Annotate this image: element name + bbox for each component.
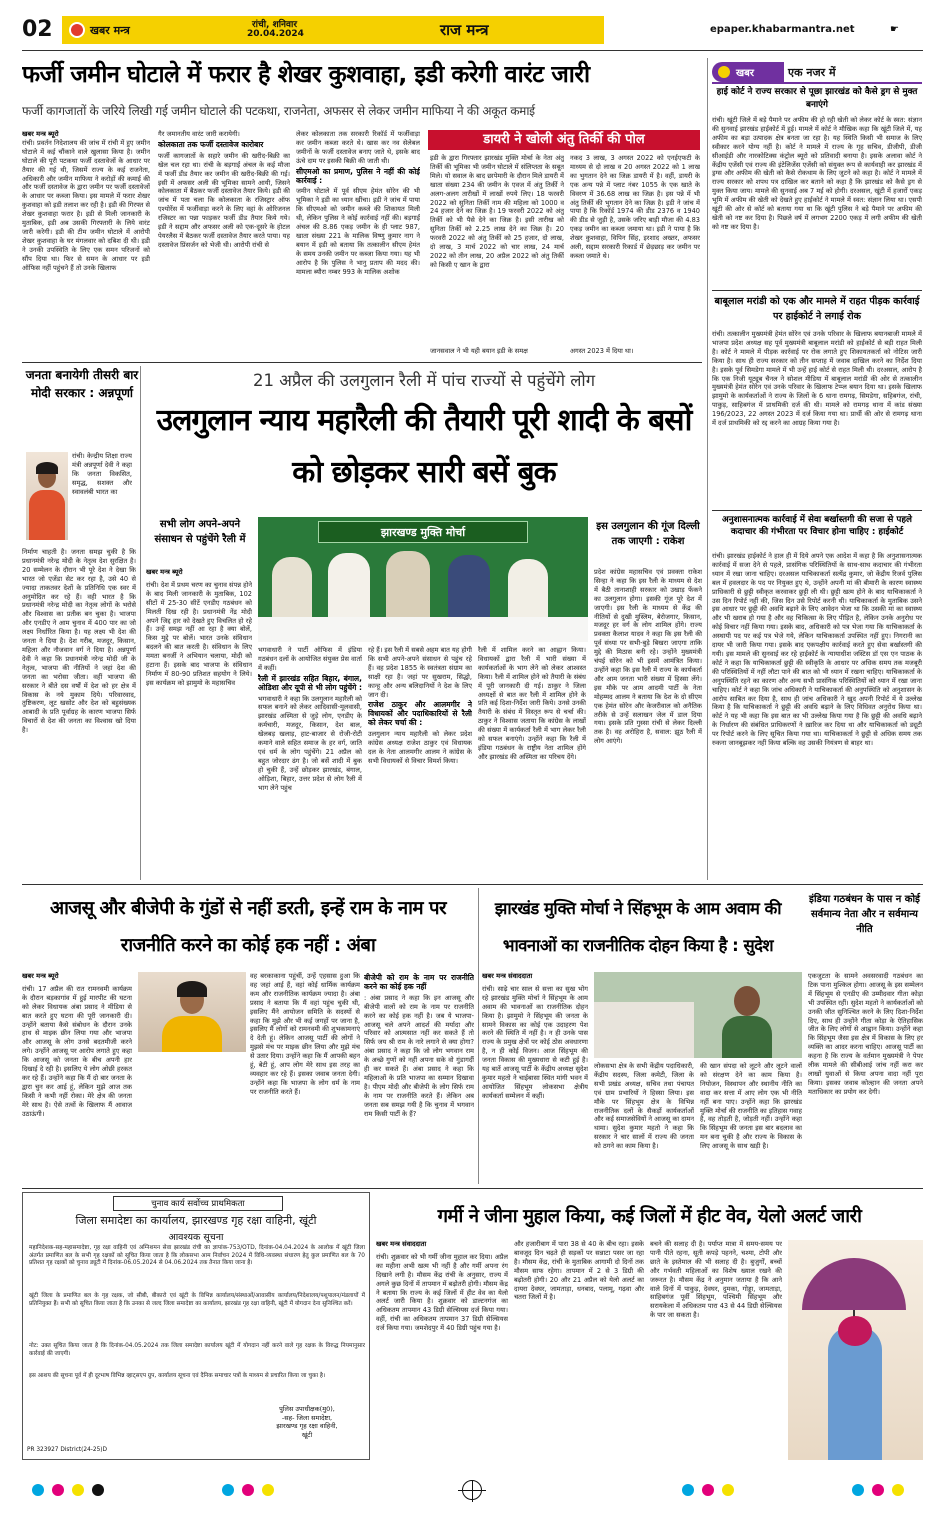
diary-box-foot1: जानसवाल ने भी यही बयान इडी के समक्ष — [430, 347, 528, 355]
story3-headline: अनुशासनात्मक कार्रवाई में सेवा बर्खास्तगी की सजा से पहले कदाचार की गंभीरता पर विचार होना चाहिए : हाईकोर्ट — [722, 515, 912, 537]
rally-col3 — [368, 646, 472, 878]
rally-col2-subhead: रैली में झारखंड सहित बिहार, बंगाल, ओडिशा और यूपी से भी लोग पहुंचेंगे : — [258, 673, 362, 692]
ajsu-byline: खबर मन्त्र ब्यूरो — [22, 972, 59, 980]
ajsu-col1 — [22, 972, 132, 1182]
lower-divider — [22, 1188, 923, 1189]
tag-title: एक नजर में — [788, 66, 836, 79]
ajsu-headline: आजसू और बीजेपी के गुंडों से नहीं डरती, इन्हें राम के नाम पर राजनीति करने का कोई हक नहीं : अंबा — [49, 898, 447, 956]
heat-col2: और हजारीबाग में पारा 38 से 40 के बीच रहा। इसके बावजूद दिन चढ़ते ही सड़कों पर सन्नाटा पसर जा रहा है। मौसम केंद्र, रांची के मुताबिक आगामी दो दिनों तक मौसम साफ रहेगा। तापमान में 2 से 3 डिग्री की बढ़ोतरी होगी। 20 और 21 अप्रैल को येलो अलर्ट का दायरा देवघर, जामताड़ा, धनबाद, पलामू, गढ़वा और चतरा जिलों में है। — [514, 1240, 644, 1302]
lead-byline: खबर मन्त्र ब्यूरो — [22, 130, 59, 138]
ajsu-col3 — [364, 972, 474, 1182]
ajsu-col3-head: बीजेपी को राम के नाम पर राजनीति करने का कोई हक नहीं — [364, 973, 474, 991]
sudesh-byline: खबर मन्त्र संवाददाता — [482, 972, 533, 980]
rally-col3-text: रहे हैं। इस रैली में सबसे अहम बात यह होगी कि सभी अपने-अपने संसाधन से पहुंच रहे हैं। वह प्रदेश 1855 के स्वतंत्रता संग्राम का साक्षी रहा है। जहां पर सुखराम, सिद्धो, कान्हू और अन्य बलिदानियों ने देश के लिए जान दी। — [368, 646, 472, 699]
lead-col3-text: लेकर कोलकाता तक सरकारी रिकॉर्ड में फर्जीवाड़ा कर जमीन कब्जा करते थे। खास कर नव सेलेबल जमीनों के फर्जी दस्तावेज बनाए जाते थे, इसके बाद ऊंचे दाम पर इसकी बिक्री की जाती थी। — [296, 130, 420, 165]
notice-sign3: झारखण्ड गृह रक्षा वाहिनी, — [276, 1422, 338, 1430]
rally-col2 — [258, 646, 362, 878]
tag-underline — [712, 82, 922, 84]
brand-name: खबर मन्त्र — [90, 24, 130, 37]
rakesh-headline: इस उलगुलान की गूंज दिल्ली तक जाएगी : राकेश — [596, 521, 700, 547]
annapurna-caption: रांची। केन्द्रीय शिक्षा राज्य मंत्री अन्नपूर्णा देवी ने कहा कि जनता विकसित, समृद्ध, सशक्त और स्वावलंबी भारत का — [72, 452, 132, 496]
reg-dot-cyan — [32, 1484, 44, 1496]
heat-col1-text: रांची। शुक्रवार को भी गर्मी जीना मुहाल कर दिया। अप्रैल का महीना अभी खत्म भी नहीं है और गर्मी अपना रंग दिखाने लगी है। मौसम केंद्र रांची के अनुसार, राज्य में अगले कुछ दिनों में तापमान में बढ़ोतरी होगी। मौसम केंद्र ने बताया कि राज्य के कई जिलों में हीट वेव का येलो अलर्ट जारी किया है। शुक्रवार को डाल्टनगंज का अधिकतम तापमान 43 डिग्री सेल्सियस दर्ज किया गया। वहीं, रांची का अधिकतम तापमान 37 डिग्री सेल्सियस दर्ज किया गया। जमशेदपुर में 40 डिग्री पहुंच गया है। — [376, 1252, 508, 1333]
annapurna-photo — [26, 452, 68, 540]
reg-dot-cyan-4 — [852, 1484, 864, 1496]
masthead — [22, 14, 923, 48]
umbrella-icon — [802, 1258, 906, 1310]
cursor-icon: ☛ — [890, 24, 899, 35]
rally-col2-text: भगवाधारी ने पार्टी ऑफिस में इंडिया गठबंधन दलों के आयोजित संयुक्त प्रेस वार्ता में कहीं। — [258, 646, 362, 672]
story1-divider — [712, 290, 922, 291]
rally-kicker: 21 अप्रैल की उलगुलान रैली में पांच राज्यों से पहुंचेंगे लोग — [252, 371, 595, 390]
story1-headline: हाई कोर्ट ने राज्य सरकार से पूछा झारखंड को कैसे ड्रग से मुक्त बनाएंगे — [716, 87, 918, 110]
notice-sign2: -सह- जिला समादेष्टा, — [281, 1413, 333, 1422]
epaper-url[interactable]: epaper.khabarmantra.net — [710, 24, 855, 35]
masthead-bar — [62, 16, 604, 44]
lead-deck: फर्जी कागजातों के जरिये लिखी गई जमीन घोटाले की पटकथा, राजनेता, अफसर से लेकर जमीन माफिया ने की अकूत कमाई — [22, 104, 535, 118]
notice-body3: नोट: उक्त सूचित किया जाता है कि दिनांक-04.05.2024 तक जिला समादेष्टा कार्यालय खूंटी में योगदान नहीं करने वाले गृह रक्षक के विरुद्ध नियमानुसार कार्रवाई की जाएगी। — [29, 1343, 365, 1357]
speaker-head — [734, 986, 760, 1016]
masthead-divider — [22, 50, 923, 51]
lead-col1 — [22, 130, 150, 358]
crosshair-v — [472, 1480, 473, 1502]
sudesh-col1 — [482, 972, 588, 1184]
reg-dot-cyan-3 — [682, 1484, 694, 1496]
jmm-banner — [318, 521, 528, 543]
heat-col1 — [376, 1240, 508, 1462]
portrait-hair — [36, 462, 58, 474]
rally-headline: उलगुलान न्याय महारैली की तैयारी पूरी शादी के बसों को छोड़कर सारी बसें बुक — [156, 403, 692, 490]
diary-box-col2: नकद 3 लाख, 3 अगस्त 2022 को एनईएफटी के माध्यम से दो लाख व 20 अगस्त 2022 को 1 लाख का भुगतान देने का जिक्र डायरी में है। वहीं, डायरी के एक अन्य पन्ने में प्लाट नंबर 1055 के एक खाते के विवरण में 36.68 लाख का जिक्र है। इस पन्ने में भी अंतु तिर्की की भुगतान देने का जिक्र है। इडी ने जांच में पाया है कि रिकॉर्ड 1974 की डीड 2376 व 1940 की डीड से जुड़ी है, उसके जरिए बाड़ी मौजा की 4.83 एकड़ जमीन का कब्जा जमाया था। इडी ने पाया है कि शेखर कुशवाहा, विपिन सिंह, इरशाद अख्तर, अफसर अली, सद्दाम सरकारी रिकार्ड में छेड़छाड़ कर जमीन पर कब्जा जमाते थे। — [570, 154, 700, 260]
reg-dot-yellow-2 — [262, 1484, 274, 1496]
reg-dot-black — [92, 1484, 104, 1496]
rally-sidehead: सभी लोग अपने-अपने संसाधन से पहुंचेंगे रैली में — [154, 519, 246, 545]
ajsu-col3-text: : अंबा प्रसाद ने कहा कि इन आजसू और बीजेपी वालों को राम के नाम पर राजनीति करने का कोई हक नहीं है। जब ये भाजपा-आजसू चले अपने आदर्श की मर्यादा और परिवार को आत्मसात नहीं कर सकते हैं तो सिर्फ जय श्री राम के नारे लगाने से क्या होगा? अंबा प्रसाद ने कहा कि जो लोग भगवान राम के अच्छे गुणों को नहीं अपना सके वो गुंडागर्दी ही कर सकते हैं। अंबा प्रसाद ने कहा कि महिलाओं के प्रति भाजपा का सम्मान दिखावा है। पीएम मोदी और बीजेपी के लोग सिर्फ राम के नाम पर राजनीति करते हैं। लेकिन अब जनता सब समझ गयी है कि चुनाव में भगवान राम किसी पार्टी के हैं? — [364, 993, 474, 1118]
lead-col2-text: फर्जी कागजातों के सहारे जमीन की खरीद-बिक्री का खेल चल रहा था। रांची के बड़गाईं अंचल के कई मौजा में फर्जी डीड तैयार कर जमीन की खरीद-बिक्री की गई। इसी में अफसर अली की भूमिका सामने आयी, जिसने कोलकाता में बैठकर फर्जी दस्तावेज तैयार किये। इडी की जांच में पता चला कि कोलकाता के रजिस्ट्रार ऑफ एश्योरेंस में फर्जीवाड़ा करने के लिए वहां के ओरिजनल रजिस्टर का पन्ना फाड़कर फर्जी डीड तैयार किये गये। इडी ने सद्दाम और अफसर अली को एक-दूसरे के होटल पेयरलैस में बैठकर फर्जी दस्तावेज तैयार करते पाया। यह दस्तावेज प्रिंसर्जन को भेजी थी। आरोपी रांची से — [158, 151, 290, 249]
lead-col2-subhead: कोलकाता तक फर्जी दस्तावेज कारोबार — [158, 139, 264, 149]
heat-byline: खबर मन्त्र संवाददाता — [376, 1240, 427, 1248]
amba-photo — [138, 972, 246, 1052]
column-divider — [707, 58, 708, 880]
portrait-saree — [29, 490, 65, 540]
tag-brand: खबर — [736, 68, 754, 79]
notice-body4: इस आशय की सूचना पूर्व में ही दूरभाष विभिन्न व्हाट्सएप ग्रुप, कार्यालय सूचना एवं दैनिक समाचार पत्रों के माध्यम से प्रचारित किया जा चुका है। — [29, 1373, 326, 1379]
sudesh-col2: लोकसभा क्षेत्र के सभी केंद्रीय पदाधिकारी, केंद्रीय सदस्य, जिला कमेटी, जिला के सभी प्रखंड अध्यक्ष, सचिव तथा पंचायत एवं ग्राम प्रभारियों ने हिस्सा लिया। इस मौके पर सिंहभूम क्षेत्र के विभिन्न राजनीतिक दलों के सैकड़ों कार्यकर्ताओं और कई समाजसेवियों ने आजसू का दामन थामा। सुदेश कुमार महतो ने कहा कि सरकार ने चार सालों में राज्य की जनता को ठगने का काम किया है। — [594, 1062, 694, 1151]
brand-logo-icon — [69, 22, 85, 38]
press-table — [258, 617, 588, 642]
sudesh-headline: झारखंड मुक्ति मोर्चा ने सिंहभूम के आम अवाम की भावनाओं का राजनीतिक दोहन किया है : सुदेश — [494, 899, 782, 955]
lead-col3-subhead: सीएमओ का प्रमाण, पुलिस ने नहीं की कोई कार्रवाई : — [296, 166, 420, 185]
ajsu-col1-text: रांची। 17 अप्रैल की रात रामनवमी कार्यक्रम के दौरान बड़कागांव में हुई मारपीट की घटना को लेकर विधायक अंबा प्रसाद ने मीडिया से बात करते हुए घटना की पूरी जानकारी दी। उन्होंने बताया कैसे संबोधन के दौरान उनके हाथ से माइक छीन लिया गया और भाजपा और आजसू के लोग उनसे बदतमीजी करने लगे। उन्होंने आजसू पर आरोप लगाते हुए कहा कि आजसू को जनता के बीच अपनी हार दिखाई दे रही है। इसलिए ये लोग ओछी हरकत कर रहे हैं। उन्होंने कहा कि मैं दो बार जनता के द्वारा चुन कर आई हूं, लेकिन मुझे आज तक किसी ने कभी नहीं रोका। मेरे क्षेत्र की जनता मेरे साथ है। ऐसे तत्वों के खिलाफ मैं आवाज उठाऊंगी। — [22, 984, 132, 1118]
notice-signature — [249, 1405, 365, 1439]
rally-byline: खबर मन्त्र ब्यूरो — [146, 568, 183, 576]
lead-bottom-divider — [22, 362, 702, 363]
notice-line3: आवश्यक सूचना — [168, 1232, 224, 1243]
jmm-banner-text: झारखण्ड मुक्ति मोर्चा — [380, 526, 466, 539]
sudesh-photo — [594, 972, 802, 1058]
diary-box-foot2: अगस्त 2023 में दिया था। — [570, 347, 634, 355]
sudesh-col3: की खान संपदा को लूटने और लूटने वालों को संरक्षण देने का काम किया है। नियोजन, विस्थापन और स्थानीय नीति का वादा कर सत्ता में आए लोग एक भी नीति नहीं बना पाए। उन्होंने कहा कि झारखंड मुक्ति मोर्चा की राजनीति का इतिहास गवाह है, वह तोड़ती है, जोड़ती नहीं। उन्होंने कहा कि सिंहभूम की जनता इस बार बदलाव का मन बना चुकी है और राज्य के विकास के लिए आजसू के साथ खड़ी है। — [700, 1062, 802, 1151]
reg-dot-magenta-3 — [702, 1484, 714, 1496]
rally-col3-subhead: राजेश ठाकुर और आलमगीर ने विधायकों और पदाधिकारियों से रैली को लेकर चर्चा की : — [368, 700, 472, 728]
reg-dot-yellow-3 — [722, 1484, 734, 1496]
rally-col1 — [146, 568, 252, 878]
heat-photo — [788, 1240, 923, 1460]
lead-col3 — [296, 130, 420, 358]
story2-body: रांची। तत्कालीन मुख्यमंत्री हेमंत सोरेन एवं उनके परिवार के खिलाफ बयानबाजी मामले में भाजपा प्रदेश अध्यक्ष सह पूर्व मुख्यमंत्री बाबूलाल मरांडी को हाईकोर्ट से बड़ी राहत मिली है। कोर्ट ने मामले में पीड़क कार्रवाई पर रोक लगाते हुए शिकायतकर्ता को नोटिस जारी किया है। साथ ही राज्य सरकार को तीन सप्ताह में जवाब दाखिल करने का निर्देश दिया है। इसके पूर्व सिमडेगा मामले में भी उन्हें हाई कोर्ट से राहत मिली थी। दरअसल, आरोप है कि एक निजी यूट्यूब चैनल ने सोशल मीडिया में बाबूलाल मरांडी की ओर से तत्कालीन मुख्यमंत्री हेमंत सोरेन एवं उनके परिवार के खिलाफ टेप्प्ल बयान दिया था। इसके खिलाफ झामुमो के कार्यकर्ताओं ने राज्य के जिलों के 6 थाना रामगढ़, सिमडेगा, सहिबगंज, रांची, पाकुड़, साहिबगंज में प्राथमिकी दर्ज की थी। मामले को रामगढ़ थाना में कांड संख्या 196/2023, 22 अगस्त 2023 में दर्ज किया गया था। प्रार्थी की ओर से रामगढ़ थाना में दर्ज प्राथमिकी को रद्द करने का आग्रह किया गया है। — [712, 330, 922, 428]
section-name: राज मन्त्र — [440, 21, 489, 39]
reg-dot-magenta — [52, 1484, 64, 1496]
side-divider — [140, 366, 141, 880]
heat-headline: गर्मी ने जीना मुहाल किया, कई जिलों में हीट वेव, येलो अलर्ट जारी — [437, 1206, 862, 1227]
notice-line1: चुनाव कार्य सर्वोच्च प्राथमिकता — [113, 1196, 283, 1211]
rally-col3b-text: उलगुलान न्याय महारैली को लेकर प्रदेश कांग्रेस अध्यक्ष राजेश ठाकुर एवं विधायक दल के नेता आलमगीर आलम ने कांग्रेस के सभी विधायकों से विचार विमर्श किया। — [368, 730, 472, 765]
rakesh-body: प्रदेश कांग्रेस महासचिव एवं प्रवक्ता राकेश सिन्हा ने कहा कि इस रैली के माध्यम से देश में बैठी तानाशाही सरकार को उखाड़ फेंकने का उलगुलान होगा। इसकी गूंज पूरे देश में जाएगी। इस रैली के माध्यम से केंद्र की नीतियों से दुखी मुस्लिम, बेरोजगार, किसान, मजदूर हर वर्ग के लोग शामिल होंगे। राज्य प्रवक्ता कैलाश यादव ने कहा कि इस रैली की पूर्व संध्या पर सभी-बुड़े बिखरा जाएगा ताकि मुद्दे की मिठास बनी रहे। उन्होंने मुख्यमंत्री चंपई सोरेन को भी इसमें आमंत्रित किया। उन्होंने कहा कि इस रैली में राज्य के कार्यकर्ता और आम जनता भारी संख्या में हिस्सा लेंगे। इस मौके पर आम आदमी पार्टी के नेता मोहम्मद आलम ने बताया कि देश के दो सीएम एक हेमंत सोरेन और केजरीवाल को अनैतिक तरीके से उन्हें सलाखन जेल में डाल दिया गया। इसके प्रति गुस्सा रांची से लेकर दिल्ली तक है। वह अरोहिरा है, सवाल: झूठ रैली में लोग आएंगे। — [594, 568, 702, 746]
story3-body: रांची। झारखंड हाईकोर्ट ने हाल ही में दिये अपने एक आदेश में कहा है कि अनुशासनात्मक कार्रवाई में सजा देने से पहले, प्रासंगिक परिस्थितियों के साथ-साथ कदाचार की गंभीरता ध्यान में रखा जाना चाहिए। दरअसल याचिकाकर्ता सत्येंद्र कुमार, जो केंद्रीय रिजर्व पुलिस बल में हवलदार के पद पर नियुक्त हुए थे, उन्होंने अपनी मां की बीमारी के कारण स्वास्थ्य प्राधिकारी से छुट्टी स्वीकृत करवाकर छुट्टी ली थी। छुट्टी खत्म होने के बाद याचिकाकर्ता ने उस दिन रिपोर्ट नहीं की, जिस दिन उसे रिपोर्ट करनी थी। याचिकाकर्ता के मुताबिक उसने इस आधार पर छुट्टी की अवधि बढ़ाने के लिए आवेदन भेजा था कि उसकी मां का स्वास्थ्य और भी खराब हो गया है और वह चिकित्सा के लिए पीड़ित है, लेकिन उनके अनुरोध पर कोई विचार नहीं किया गया। इसके बाद, अधिकारी को पत्र भेजा गया कि याचिकाकर्ता के अस्थायी पद पर कई पत्र भेजे गये, लेकिन याचिकाकर्ता उपस्थित नहीं हुए। निगरानी का दायर भी जारी किया गया। इसके बाद एकपक्षीय कार्रवाई करते हुए सेवा बर्खास्तगी की गयी। इस मामले की सुनवाई कर रहे हाईकोर्ट के न्यायाधीश जस्टिस डॉ एस एन पाठक के कोर्ट ने कहा कि याचिकाकर्ता छुट्टी की स्वीकृति के आधार पर अधिक समय तक मजबूरी की परिस्थितियों में नहीं लौटा पाने की बात को भी ध्यान में रखना चाहिए। याचिकाकर्ता के अनुपस्थिति रहने का कारण और अन्य सभी प्रासंगिक परिस्थितियों को ध्यान में रखा जाना चाहिए। कोर्ट ने कहा कि जांच अधिकारी ने याचिकाकर्ता की अनुपस्थिति को अनुशासन के आरोप साबित कर दिया है, साथ ही जांच अधिकारी ने खुद अपनी रिपोर्ट में ये उल्लेख किया है कि याचिकाकर्ता ने छुट्टी की अवधि बढ़ाने के लिए विधिवत अनुरोध किया था। कोर्ट ने यह भी कहा कि इस बात का भी उल्लेख किया गया है कि छुट्टी की अवधि बढ़ाने के निर्धारण की संबंधित प्राधिकरणों ने ख़ारिज कर दिया था और याचिकाकर्ता को ड्यूटी पर रिपोर्ट करने के लिए सूचित किया गया था। याचिकाकर्ता ने छुट्टी से अधिक समय तक रुकना जानबूझकर नहीं किया बल्कि वह उसकी नियंत्रण से बाहर था। — [712, 552, 922, 748]
notice-sign4: खूंटी — [301, 1430, 313, 1439]
lead-col2 — [158, 130, 290, 358]
masthead-date: 20.04.2024 — [247, 29, 304, 39]
crowd-left — [594, 1002, 694, 1058]
reg-dot-magenta-4 — [872, 1484, 884, 1496]
notice-body2: खूंटी जिला के प्रमाणित बल के गृह रक्षक, जो सीबी, बीकारो एवं खूंटी के विभिन्न कार्यालय/संस्थाओं/आवासीय कार्यालय/निदेशालय/पशुपालन/मंडलायों में प्रतिनियुक्त हैं। सभी को सूचित किया जाता है कि उनका से जल्द जिला समादेष्टा का कार्यालय, झारखंड गृह रक्षा वाहिनी, खूंटी में योगदान देना सुनिश्चित करें। — [29, 1293, 365, 1307]
amba-hair — [177, 981, 207, 997]
diary-box-col1: इडी के द्वारा गिरफ्तार झारखंड मुक्ति मोर्चा के नेता अंतु तिर्की की भूमिका भी जमीन घोटाले में संलिप्तता के सबूत मिले। यो सवाल के बाद छापेमारी के दौरान मिले डायरी में खाता संख्या 234 की जमीन के एवज में अंतु तिर्की ने अलग-अलग तारीखों में लाखों रुपये लिए। 18 फरवरी 2022 को सुनिता तिर्की नाम की महिला को 1000 व 24 हजार देने का जिक्र है। 19 फरवरी 2022 को अंतु तिर्की को भी पैसे देने का जिक्र है। इसी तारीख को सुनिता तिर्की को 2.25 लाख देने का जिक्र है। 20 फरवरी 2022 को अंतु तिर्की को 25 हजार, दो लाख, दो लाख, 3 मार्च 2022 को चार लाख, 24 मार्च 2022 को तीन लाख, 20 अप्रैल 2022 को अंतु तिर्की को किसी ए खान के द्वारा — [430, 154, 564, 269]
india-alliance-headline: इंडिया गठबंधन के पास न कोई सर्वमान्य नेता और न सर्वमान्य नीति — [809, 894, 920, 935]
lead-col2-top: गैर जमानतीय वारंट जारी करायेगी। — [158, 130, 240, 138]
reg-dot-yellow — [72, 1484, 84, 1496]
heat-col3: बचने की सलाह दी है। पर्याप्त मात्रा में समय-समय पर पानी पीते रहना, सूती कपड़े पहनने, चश्मा, टोपी और छाते के इस्तेमाल की भी सलाह दी है। बुजुर्गों, बच्चों और गर्भवती महिलाओं का विशेष ख्याल रखने की जरूरत है। मौसम केंद्र ने अनुमान जताया है कि आने वाले दिनों में पाकुड़, देवघर, दुमका, गोड्डा, जामताड़ा, साहिबगंज पूर्वी सिंहभूम, पश्चिमी सिंहभूम और सरायकेला में अधिकतम पारा 43 से 44 डिग्री सेल्सियस के पार जा सकता है। — [650, 1240, 782, 1320]
story2-headline: बाबूलाल मरांडी को एक और मामले में राहत पीड़क कार्रवाई पर हाईकोर्ट ने लगाई रोक — [714, 296, 920, 322]
mid-page-divider — [22, 884, 923, 885]
notice-sign1: पुलिस उपाधीक्षक(मु0), — [279, 1405, 335, 1413]
notice-pr-number: PR 323927 District(24-25)D — [27, 1447, 107, 1453]
rally-col1-text: रांची। देश में प्रथम चरण का चुनाव संपन्न होने के बाद मिली जानकारी के मुताबिक, 102 सीटों में 25-30 सीटें एनडीए गठबंधन को मिलती दिख रही है। प्रधानमंत्री नेंद्र मोदी अपने जिद्द हार को देखते हुए विचलित हो रहे हैं। उन्हें समझ नहीं आ रहा है क्या बोलें, किस मुद्दे पर बोलें। भारत उनके संविधान बदलने की बात करती है। संविधान के लिए ममता बनर्जी ने अभियान चलाया, मोदी को हटाना हैं। इसके बाद भाजपा के संविधान निर्माण में 80-90 प्रतिशत सहयोग ने लिये। इस कार्यक्रम को झामुमो के महासचिव — [146, 580, 252, 687]
rally-col4: रैली में शामिल करने का आह्वान किया। विधायकों द्वारा रैली में भारी संख्या में कार्यकर्ताओं के भाग लेने को लेकर आश्वस्त किया। रैली में शामिल होने को तैयारी के संबंध में पूरी जानकारी दी गई। ठाकुर ने जिला अध्यक्षों से बात कर रैली में शामिल होने के प्रति कई दिशा-निर्देश जारी किये। उनसे उनकी तैयारी के संबंध में विस्तृत रूप से चर्चा की। ठाकुर ने विश्वास जताया कि कांग्रेस के लाखों की संख्या में कार्यकर्ता रैली में भाग लेकर रैली को सफल बनाएंगे। उन्होंने कहा कि रैली में इंडिया गठबंधन के राष्ट्रीय नेता शामिल होंगे और झारखंड की अस्मिता का परिचय देंगे। — [478, 646, 586, 761]
notice-body1: महानिदेशक-सह-महासमादेष्टा, गृह रक्षा वाहिनी एवं अग्निशमन सेवा झारखंड रांची का ज्ञापांक-753/OTD, दिनांक-04.04.2024 के आलोक में खूंटी जिला अंतर्गत प्रमाणित बल के सभी गृह रक्षकों को सूचित किया जाता है कि लोकसभा आम निर्वाचन 2024 में विधि-व्यवस्था संधारण हेतु कुल प्रमाणित बल के 70 प्रतिशत गृह रक्षकों को चुनाव ड्यूटी में दिनांक-06.05.2024 से 04.06.2024 तक तैनात किया जाना है। — [29, 1245, 365, 1267]
woman-scarf — [838, 1316, 872, 1346]
reg-dot-magenta-2 — [242, 1484, 254, 1496]
story2-divider — [712, 510, 922, 511]
speaker-body — [722, 1016, 772, 1058]
annapurna-body: निर्माण चाहती है। जनता समझ चुकी है कि प्रधानमंत्री नरेन्द्र मोदी के नेतृत्व देश सुरक्षित है। 20 सम्मेलन के दौरान भी पूरे देश ने देखा कि भारत जो एजेंडा सेट कर रहा है, उसे 40 से ज्यादा ताकतवर देशों के प्रतिनिधि एक स्वर में अनुमोदित कर रहे हैं। वही भारत है कि प्रधानमंत्री नरेन्द्र मोदी का नेतृत्व लोगों के भरोसे और विश्वास का प्रतीक बन चुका है। भाजपा और एनडीए ने आम चुनाव में 400 पार का जो लक्ष्य निर्धारित किया है। यह लक्ष्य भी देश की जनता ने दिया है। देश गरीब, मजदूर, किसान, महिला और नौजवान वर्ग ने दिया है। अन्नपूर्णा देवी ने कहा कि प्रधानमंत्री नरेन्द्र मोदी जी के नेतृत्व, भाजपा की नीतियों ने जहां देश की जनता का भरोसा जीता। वहीं भाजपा की सरकार ने बीते दस वर्षों में देश को हर क्षेत्र में विकास के नये मुकाम दिये। परिवारवाद, तुष्टिकरण, लूट खसोट और देश को बहुसंख्यक आबादी के प्रति पूर्वाग्रह के कारण भाजपा सिर्फ विचारों से देश की जनता का विश्वास खो दिया है। — [22, 548, 136, 735]
page-number: 02 — [22, 17, 53, 42]
woman-figure — [828, 1326, 882, 1460]
lead-headline: फर्जी जमीन घोटाले में फरार है शेखर कुशवाहा, इडी करेगी वारंट जारी — [22, 60, 590, 88]
diary-box-title-bar — [428, 130, 700, 150]
diary-box-title: डायरी ने खोली अंतु तिर्की की पोल — [483, 132, 645, 147]
ajsu-jmm-divider — [478, 888, 479, 1184]
reg-dot-yellow-4 — [892, 1484, 904, 1496]
masthead-city-day: रांची, शनिवार — [252, 20, 298, 30]
lead-col1-text: रांची। प्रवर्तन निदेशालय की जांच में रांची में हुए जमीन घोटाले में कई चौंकाने वाले खुलासा किया है। जमीन घोटाले की पूरी पटकथा फर्जी दस्तावेजों के आधार पर तैयार की गई थी, जिसमें राज्य के कई राजनेता, अधिकारी और जमीन माफिया ने करोड़ों की कमाई की और फर्जी दस्तावेज के द्वारा जमीन पर फर्जी दस्तावेजों के आधार पर कब्जा किया। इस मामले में फरार शेखर कुशवाहा को इडी तलाश कर रही है। इडी की गिरफ्त से शेखर कुशवाहा फरार है। इडी से मिली जानकारी के मुताबिक, इडी अब उसकी गिरफ्तारी के लिये वारंट जारी करेगी। इडी की टीम जमीन घोटाले में आरोपी शेखर कुशवाहा के घर मंगलवार को दबिश दी थी। इडी ने उनकी उपस्थिति के लिए एक समन परिजनों को सौंप दिया था। फिर से समन के आधार पर इडी ऑफिस नहीं पहुंचने हैं तो उनके खिलाफ — [22, 138, 150, 272]
rally-col2b-text: भगवाधारी ने कहा कि उलगुलान महारैली को सफल बनाने को लेकर आदिवासी-मूलवासी, झारखंड अस्मिता से जुड़े लोग, एनडीए के कर्मचारी, मजदूर, किसान, देश बाल, खेलबड़ खलाड़, हाट-बाजार से रोजी-रोटी कमाने वाले सहित समाज के हर वर्ग, जाति एवं धर्म के लोग पहुंचेंगे। 21 अप्रैल को बहुत जोरदार ढंग है। जो बसें शादी में बुक हो चुकी हैं, उन्हें छोड़कर झारखंड, बंगाल, ओड़िशा, बिहार, उत्तर प्रदेश से लोग रैली में भाग लेने पहुंच — [258, 694, 362, 792]
reg-dot-cyan-2 — [222, 1484, 234, 1496]
annapurna-headline: जनता बनायेगी तीसरी बार मोदी सरकार : अन्नपूर्णा — [25, 368, 139, 400]
footer-color-bar — [22, 1480, 923, 1502]
notice-line2: जिला समादेष्टा का कार्यालय, झारखण्ड गृह रक्षा वाहिनी, खूंटी — [75, 1214, 317, 1227]
amba-dress — [162, 1016, 222, 1052]
india-alliance-body: एकजुटता के सामने अवसरवादी गठबंधन का टिक पाना मुश्किल होगा। आजसू के इस सम्मेलन में सिंहभूम से एनडीए की उम्मीदवार गीता कोड़ा भी उपस्थित रहीं। सुदेश महतो ने कार्यकर्ताओं को उनकी जीत सुनिश्चित करने के लिए दिशा-निर्देश दिए, साथ ही उन्होंने गीता कोड़ा के ऐतिहासिक जीत के लिए लोगों से आह्वान किया। उन्होंने कहा कि सिंहभूम जैसा इस क्षेत्र में विकास के लिए हर व्यक्ति का आदर करना चाहिए। आजसू पार्टी का कहना है कि राज्य के वर्तमान मुख्यमंत्री ने पेपर लीक मामले की सीबीआई जांच नहीं करा कर लाखों युवाओं से किया अपना वादा नहीं पूरा किया। इसका जवाब कोल्हान की जनता अपने मताधिकार का प्रयोग कर देगी। — [808, 972, 923, 1096]
lead-col3b-text: जमीन घोटाले में पूर्व सीएम हेमंत सोरेन की भी भूमिका ने इडी का ध्यान खींचा। इडी ने जांच में पाया कि सीएमओ को जमीन कब्जे की शिकायत मिली थी, लेकिन पुलिस ने कोई कार्रवाई नहीं की। बड़गाईं अंचल की 8.86 एकड़ जमीन के ही प्लाट 987, खाता संख्या 221 के मालिक विष्णु कुमार नाग ने बयान में इडी को बताया कि तत्कालीन सीएम हेमंत के समय उनकी जमीन पर कब्जा किया गया। यह भी आरोप है कि पुलिस ने भानु प्रताप की मदद की। मामला ब्यौरा नम्बर 993 के मालिक अशोक — [296, 187, 420, 276]
ek-nazar-tag — [712, 62, 862, 82]
ajsu-col2: वह बरकाकाना पहुंचीं, उन्हें एहसास हुआ कि वह जहां आई हैं, वहां कोई धार्मिक कार्यक्रम कम और राजनीतिक कार्यक्रम ज्यादा है। अंबा प्रसाद ने बताया कि मैं वहां पहुंच चुकी थी, इसलिए मैंने आयोजन समिति के सदस्यों से कहा कि मुझे और भी कई जगहों पर जाना है, इसलिए मैं लोगों को रामनवमी की शुभकामनाएं दे देती हूं। लेकिन आजसू पार्टी की लोगों ने मुझसे मंच पर माइक छीन लिया और मुझे मंच से उतार दिया। उन्होंने कहा कि मैं आपकी बहन हूं, बेटी हूं, आप लोग मेरे साथ इस तरह का व्यवहार कर रहे हैं। इसका जवाब जनता देगी। उन्होंने कहा कि भाजपा के लोग धर्म के नाम पर राजनीति करते हैं। — [250, 972, 360, 1096]
story1-body: रांची। खूंटी जिले में बड़े पैमाने पर अफीम की हो रही खेती को लेकर कोर्ट के स्वत: संज्ञान की सुनवाई झारखंड हाईकोर्ट में हुई। मामले में कोर्ट ने मौखिक कहा कि खूंटी जिले में, यह अफीम का बड़ा उत्पादक क्षेत्र बनता जा रहा है। यह स्थिति किसी भी समाज के लिए स्वीकार करने योग्य नहीं है। कोर्ट ने मामले में राज्य के गृह सचिव, डीजीपी, डीजी सीआईडी और नारकोटिक्स कंट्रोल ब्यूरो को प्रतिवादी बनाया है। इसके अलावा कोर्ट ने केंद्रीय एजेंसी एवं राज्य की इंटेलिजेंस एजेंसी को संयुक्त रूप से कार्यवाही कर झारखंड में ड्रग्स और अफीम की खेती को कैसे रोकथाम के लिए जुटने को कहा है। कोर्ट ने मामले में राज्य सरकार को शपथ पत्र दाखिल कर बताने को कहा है कि झारखंड को कैसे ड्रग से मुक्त किया जाय। मामले की सुनवाई अब 7 मई को होगी। दरअसल, खूंटी में हजारों एकड़ भूमि में अफीम की खेती को देखते हुए हाईकोर्ट ने मामले में स्वत: संज्ञान लिया था। एसपी खूंटी की ओर से कोर्ट को बताया गया था कि खूंटी पुलिस ने बड़े पैमाने पर अफीम की खेती को नष्ट कर दिया है। पिछले वर्ष में लगभग 2200 एकड़ में लगी अफीम की खेती को नष्ट कर दिया है। — [712, 116, 922, 231]
rally-press-photo — [258, 517, 588, 642]
election-notice — [22, 1192, 370, 1460]
tag-brand-icon — [718, 66, 730, 78]
sudesh-col1-text: रांची। साढ़े चार साल से सत्ता का सुख भोग रहे झारखंड मुक्ति मोर्चा ने सिंहभूम के आम अवाम की भावनाओं का राजनीतिक दोहन किया है। झामुमो ने सिंहभूम की जनता के सामने विकास का कोई एक उदाहरण पेश करने की स्थिति में नहीं है। न ही उनके पास राज्य के प्रमुख क्षेत्रों पर कोई ठोस अवधारणा है, न ही कोई विजन। आज सिंहभूम की जनता विकास की मुख्यधारा से कटी हुई है। यह बातें आजसू पार्टी के केंद्रीय अध्यक्ष सुदेश कुमार महतो ने चाईबासा स्थित मांगी भवन में आयोजित सिंहभूम लोकसभा क्षेत्रीय कार्यकर्ता सम्मेलन में कहीं। — [482, 984, 588, 1100]
